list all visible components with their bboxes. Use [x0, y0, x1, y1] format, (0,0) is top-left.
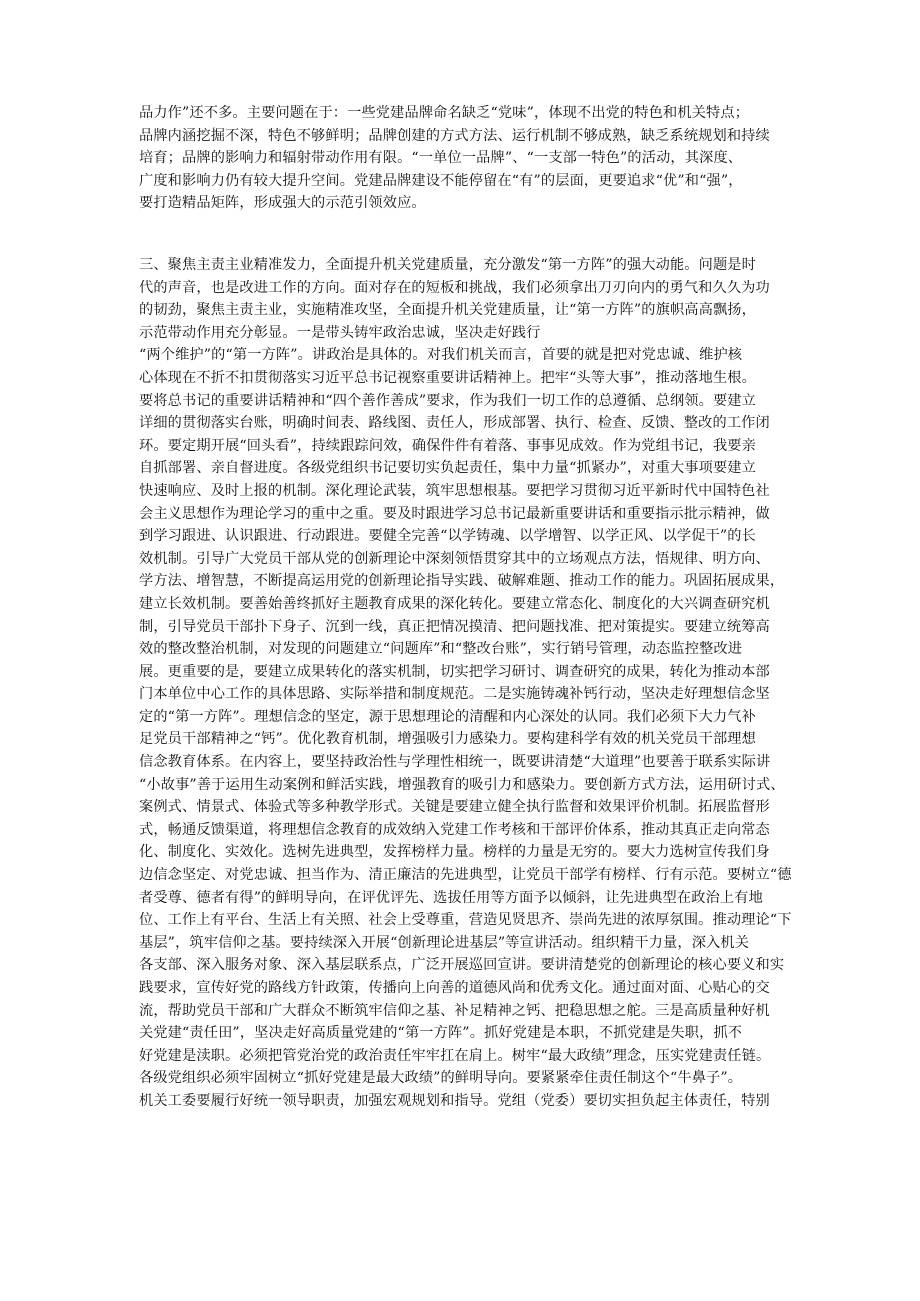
text-line: 培育；品牌的影响力和辐射带动作用有限。“一单位一品牌”、“一支部一特色”的活动，其深度、 [139, 150, 743, 167]
text-line: 流，帮助党员干部和广大群众不断筑牢信仰之基、补足精神之钙、把稳思想之舵。三是高质量种好机 [139, 1002, 770, 1019]
text-line: 展。更重要的是，要建立成果转化的落实机制，切实把学习研讨、调查研究的成果，转化为推动本部 [139, 663, 770, 680]
text-line: 式，畅通反馈渠道，将理想信念教育的成效纳入党建工作考核和干部评价体系，推动其真正走向常态 [139, 821, 770, 838]
text-line: 定的“第一方阵”。理想信念的坚定，源于思想理论的清醒和内心深处的认同。我们必须下大力气补 [139, 708, 756, 725]
text-line: 案例式、情景式、体验式等多种教学形式。关键是要建立健全执行监督和效果评价机制。拓展监督形 [139, 799, 770, 816]
text-line: “小故事”善于运用生动案例和鲜活实践，增强教育的吸引力和感染力。要创新方式方法，运用研讨式、 [139, 776, 785, 793]
text-line: 会主义思想作为理论学习的重中之重。要及时跟进学习总书记最新重要讲话和重要指示批示精神，做 [139, 505, 770, 522]
text-line: 机关工委要履行好统一领导职责，加强宏观规划和指导。党组（党委）要切实担负起主体责任，特别 [139, 1092, 770, 1109]
text-line: 边信念坚定、对党忠诚、担当作为、清正廉洁的先进典型，让党员干部学有榜样、行有示范。要树立“德 [139, 867, 792, 884]
text-line: 广度和影响力仍有较大提升空间。党建品牌建设不能停留在“有”的层面，更要追求“优”和“强”， [139, 172, 743, 189]
text-line: 品力作”还不多。主要问题在于：一些党建品牌命名缺乏“党味”，体现不出党的特色和机关特点； [139, 105, 750, 121]
text-line: 各支部、深入服务对象、深入基层联系点，广泛开展巡回宣讲。要讲清楚党的创新理论的核心要义和实 [139, 957, 785, 974]
text-line: 足党员干部精神之“钙”。优化教育机制，增强吸引力感染力。要构建科学有效的机关党员干部理想 [139, 731, 756, 748]
text-line: 好党建是渎职。必须把管党治党的政治责任牢牢扛在肩上。树牢“最大政绩”理念，压实党建责任链。 [139, 1047, 771, 1064]
paragraph-section-three [139, 254, 799, 1113]
text-line: 践要求，宣传好党的路线方针政策，传播向上向善的道德风尚和优秀文化。通过面对面、心贴心的交 [139, 980, 770, 996]
text-line: 要将总书记的重要讲话精神和“四个善作善成”要求，作为我们一切工作的总遵循、总纲领。要建立 [139, 392, 756, 409]
text-line: 品牌内涵挖掘不深，特色不够鲜明；品牌创建的方式方法、运行机制不够成熟，缺乏系统规划和持续 [139, 127, 770, 144]
text-line: 制，引导党员干部扑下身子、沉到一线，真正把情况摸清、把问题找准、把对策提实。要建立统筹高 [139, 618, 770, 635]
text-line: 代的声音，也是改进工作的方向。面对存在的短板和挑战，我们必须拿出刀刃向内的勇气和久久为功 [139, 279, 770, 296]
text-line: 示范带动作用充分彰显。一是带头铸牢政治忠诚，坚决走好践行 [139, 324, 541, 341]
text-line: 基层”，筑牢信仰之基。要持续深入开展“创新理论进基层”等宣讲活动。组织精干力量，深入机关 [139, 934, 750, 951]
text-line: 快速响应、及时上报的机制。深化理论武装，筑牢思想根基。要把学习贯彻习近平新时代中国特色社 [139, 482, 770, 499]
text-line: 的韧劲，聚焦主责主业，实施精准攻坚，全面提升机关党建质量，让“第一方阵”的旗帜高高飘扬， [139, 302, 756, 319]
text-line: 效机制。引导广大党员干部从党的创新理论中深刻领悟贯穿其中的立场观点方法，悟规律、明方向、 [139, 550, 770, 567]
text-line: 心体现在不折不扣贯彻落实习近平总书记视察重要讲话精神上。把牢“头等大事”，推动落地生根。 [139, 369, 756, 386]
paragraph-brand-building [139, 102, 799, 215]
text-line: 学方法、增智慧，不断提高运用党的创新理论指导实践、破解难题、推动工作的能力。巩固拓展成果， [139, 573, 785, 590]
text-line: 建立长效机制。要善始善终抓好主题教育成果的深化转化。要建立常态化、制度化的大兴调查研究机 [139, 595, 770, 612]
text-line: 化、制度化、实效化。选树先进典型，发挥榜样力量。榜样的力量是无穷的。要大力选树宣传我们身 [139, 844, 770, 861]
text-line: 位、工作上有平台、生活上有关照、社会上受尊重，营造见贤思齐、崇尚先进的浓厚氛围。推动理论“下 [139, 912, 792, 929]
text-line: 信念教育体系。在内容上，要坚持政治性与学理性相统一，既要讲清楚“大道理”也要善于联系实际讲 [139, 754, 771, 771]
text-line: 要打造精品矩阵，形成强大的示范引领效应。 [139, 195, 426, 212]
text-line: 各级党组织必须牢固树立“抓好党建是最大政绩”的鲜明导向。要紧紧牵住责任制这个“牛鼻子”。 [139, 1070, 743, 1087]
text-line: 效的整改整治机制，对发现的问题建立“问题库”和“整改台账”，实行销号管理，动态监控整改进 [139, 641, 743, 658]
text-line: 到学习跟进、认识跟进、行动跟进。要健全完善“以学铸魂、以学增智、以学正风、以学促干”的长 [139, 528, 756, 545]
text-line: 自抓部署、亲自督进度。各级党组织书记要切实负起责任，集中力量“抓紧办”，对重大事项要建立 [139, 460, 756, 477]
text-line: 三、聚焦主责主业精准发力，全面提升机关党建质量，充分激发“第一方阵”的强大动能。问题是时 [139, 257, 756, 273]
text-line: 门本单位中心工作的具体思路、实际举措和制度规范。二是实施铸魂补钙行动，坚决走好理想信念坚 [139, 686, 770, 703]
text-line: 者受尊、德者有得”的鲜明导向，在评优评先、选拔任用等方面予以倾斜，让先进典型在政治上有地 [139, 889, 763, 906]
text-line: “两个维护”的“第一方阵”。讲政治是具体的。对我们机关而言，首要的就是把对党忠诚、维护核 [139, 347, 743, 364]
text-line: 环。要定期开展“回头看”，持续跟踪问效，确保件件有着落、事事见成效。作为党组书记，我要亲 [139, 437, 756, 454]
text-line: 详细的贯彻落实台账，明确时间表、路线图、责任人，形成部署、执行、检查、反馈、整改的工作闭 [139, 415, 770, 432]
text-line: 关党建“责任田”，坚决走好高质量党建的“第一方阵”。抓好党建是本职，不抓党建是失职，抓不 [139, 1025, 743, 1042]
